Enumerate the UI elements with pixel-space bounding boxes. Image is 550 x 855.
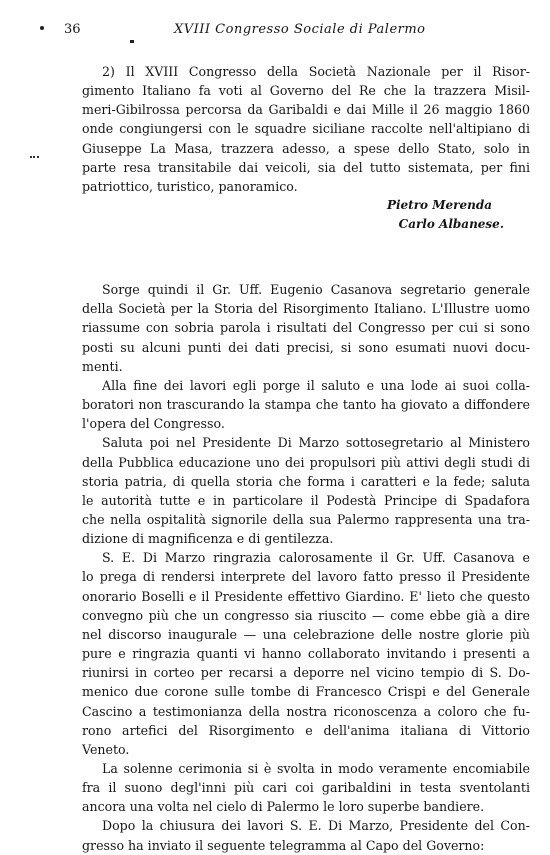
paragraph: [82, 548, 530, 759]
text-line: che nella ospitalità signorile della sua Palermo rappresenta una tra-: [82, 511, 530, 527]
text-line: storia patria, di quella storia che forma i caratteri e la fede; saluta: [82, 473, 530, 489]
scan-speck: [130, 40, 134, 43]
text-line: riunirsi in corteo per recarsi a deporre nel vicino tempio di S. Do-: [82, 665, 530, 681]
scan-speck: [40, 26, 44, 30]
text-line: posti su alcuni punti dei dati precisi, si sono esumati nuovi docu-: [82, 339, 530, 355]
text-line: della Società per la Storia del Risorgimento Italiano. L'Illustre uomo: [82, 301, 530, 317]
text-line: rono artefici del Risorgimento e dell'anima italiana di Vittorio: [82, 722, 530, 738]
text-line: patriottico, turistico, panoramico.: [82, 178, 298, 194]
text-line: parte resa transitabile dai veicoli, sia del tutto sistemata, per fini: [82, 159, 530, 175]
page-number: 36: [64, 22, 81, 37]
text-line: nel discorso inaugurale — una celebrazione delle nostre glorie più: [82, 626, 530, 642]
text-line: le autorità tutte e in particolare il Podestà Principe di Spadafora: [82, 492, 530, 508]
paragraph: [82, 816, 530, 854]
text-line: gimento Italiano fa voti al Governo del Re che la trazzera Misil-: [82, 83, 530, 99]
running-title: XVIII Congresso Sociale di Palermo: [174, 22, 426, 37]
paragraph: [82, 759, 530, 816]
text-line: Giuseppe La Masa, trazzera adesso, a spese dello Stato, solo in: [82, 140, 530, 156]
text-line: menti.: [82, 358, 123, 374]
text-line: meri-Gibilrossa percorsa da Garibaldi e dai Mille il 26 maggio 1860: [82, 102, 530, 118]
text-line: Saluta poi nel Presidente Di Marzo sottosegretario al Ministero: [102, 435, 530, 451]
motion-block: [82, 62, 530, 234]
text-line: La solenne cerimonia si è svolta in modo veramente encomiabile: [102, 761, 530, 776]
paragraph: [82, 376, 530, 433]
page-header: [64, 22, 520, 40]
text-line: convegno più che un congresso sia riuscito — come ebbe già a dire: [82, 607, 530, 623]
text-line: boratori non trascurando la stampa che tanto ha giovato a diffondere: [82, 397, 530, 413]
text-line: l'opera del Congresso.: [82, 416, 225, 432]
text-line: riassume con sobria parola i risultati del Congresso per cui si sono: [82, 320, 530, 336]
signature: Carlo Albanese.: [398, 217, 504, 232]
text-line: Cascino a testimonianza della nostra riconoscenza a coloro che fu-: [82, 703, 530, 719]
text-line: onorario Boselli e il Presidente effettivo Giardino. E' lieto che questo: [82, 588, 530, 604]
paragraph: [82, 433, 530, 548]
text-line: lo prega di rendersi interprete del lavoro fatto presso il Presidente: [82, 569, 530, 585]
text-line: Veneto.: [82, 741, 130, 757]
text-line: menico due corone sulle tombe di Francesco Crispi e del Generale: [82, 684, 530, 700]
text-line: S. E. Di Marzo ringrazia calorosamente il Gr. Uff. Casanova e: [102, 550, 530, 566]
paragraph: [82, 280, 530, 376]
page-body: [82, 62, 530, 855]
text-line: onde congiungersi con le squadre siciliane raccolte nell'altipiano di: [82, 121, 530, 137]
text-line: ancora una volta nel cielo di Palermo le loro superbe bandiere.: [82, 799, 485, 815]
text-line: pure e ringrazia quanti vi hanno collaborato invitando i presenti a: [82, 646, 530, 662]
text-line: Alla fine dei lavori egli porge il saluto e una lode ai suoi colla-: [102, 377, 530, 393]
text-line: dizione di magnificenza e di gentilezza.: [82, 531, 334, 547]
text-line: 2) Il XVIII Congresso della Società Nazionale per il Risor-: [102, 64, 530, 79]
text-line: Dopo la chiusura dei lavori S. E. Di Marzo, Presidente del Con-: [102, 818, 530, 834]
text-line: della Pubblica educazione uno dei propulsori più attivi degli studi di: [82, 454, 530, 470]
margin-mark: [30, 156, 39, 162]
text-line: fra il suono degl'inni più cari coi garibaldini in testa sventolanti: [82, 780, 530, 796]
text-line: gresso ha inviato il seguente telegramma al Capo del Governo:: [82, 837, 485, 853]
signature: Pietro Merenda: [386, 198, 492, 213]
text-line: Sorge quindi il Gr. Uff. Eugenio Casanova segretario generale: [102, 282, 530, 298]
